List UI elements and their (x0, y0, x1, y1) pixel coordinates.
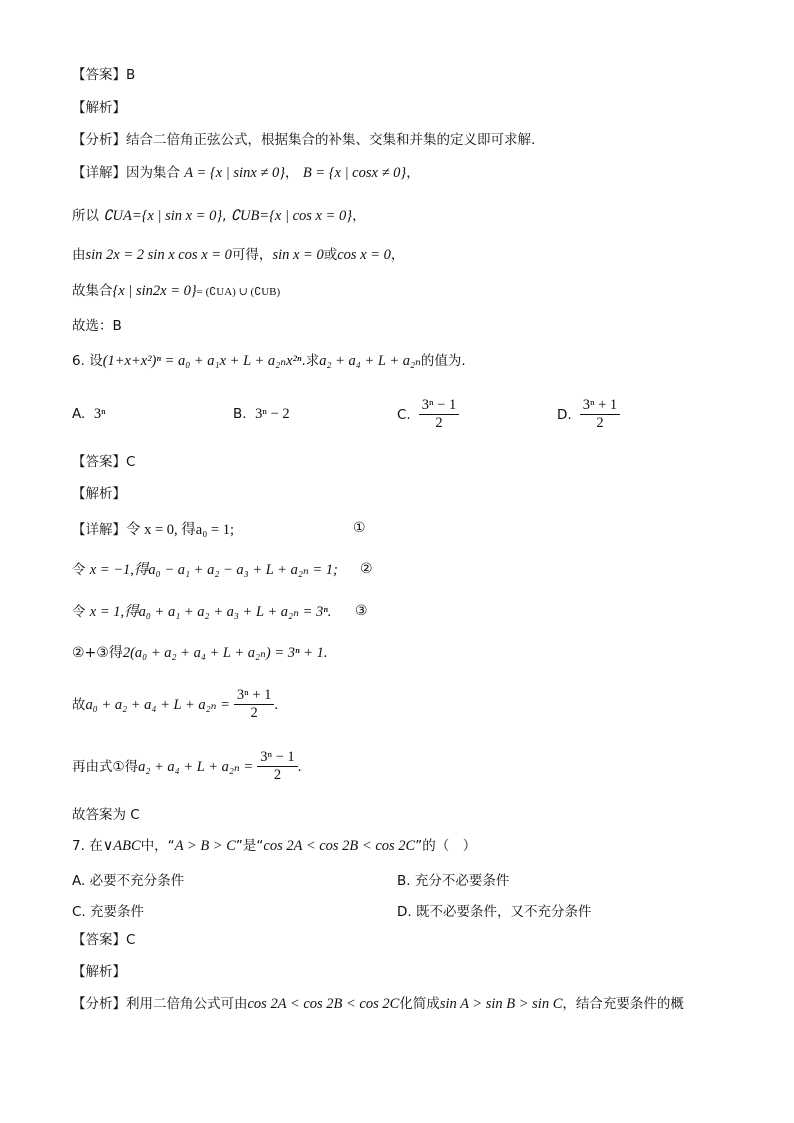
q7-option-d: D. 既不必要条件，又不充分条件 (397, 904, 592, 920)
option-a-text: 3ⁿ (93, 406, 106, 422)
q6-answer-line (72, 453, 135, 471)
line4-set: {x | sin2x = 0} (112, 283, 197, 299)
q6-step1 (72, 521, 234, 539)
detail-text: 因为集合 (126, 165, 180, 181)
fenxi-text: 结合二倍角正弦公式，根据集合的补集、交集和并集的定义即可求解. (126, 132, 536, 148)
answer-value: C (126, 932, 136, 948)
q7-number: 7. (72, 838, 85, 854)
step6-expr: a₂ + a₄ + L + a₂ₙ = (138, 758, 254, 775)
triangle-abc: ∨ABC (102, 838, 141, 854)
line3-or: 或 (323, 247, 338, 263)
line3-eq3: cos x = 0 (337, 247, 391, 263)
q5-result-line (72, 282, 280, 301)
answer-value: B (126, 67, 136, 83)
q6-option-b: B. 3ⁿ − 2 (233, 406, 290, 422)
cond-cosines: cos 2A < cos 2B < cos 2C (263, 838, 416, 854)
q5-fenxi-line (72, 131, 535, 149)
answer-tag: 【答案】 (72, 932, 126, 948)
step5-expr: a₀ + a₂ + a₄ + L + a₂ₙ = (85, 696, 230, 713)
q6-option-c: C. $\frac{\text{3ⁿ − 1}}{2}$ (397, 397, 459, 432)
option-b-text: 3ⁿ − 2 (255, 406, 290, 422)
fraction-denominator: 2 (250, 705, 258, 721)
set-b: B = {x | cosx ≠ 0} (302, 165, 407, 181)
fenxi-tag: 【分析】 (72, 132, 126, 148)
fenxi-expr2: sin A > sin B > sin C (439, 996, 563, 1012)
line3-eq: sin 2x = 2 sin x cos x = 0 (85, 247, 232, 263)
q5-answer-line (72, 66, 135, 84)
fraction-denominator: 2 (435, 415, 443, 431)
step3-expr: x = 1,得a₀ + a₁ + a₂ + a₃ + L + a₂ₙ = 3ⁿ. (89, 604, 332, 620)
option-c-fraction (419, 397, 460, 432)
q6-stem-expr: (1+x+x²)ⁿ = a₀ + a₁x + L + a₂ₙx²ⁿ (102, 353, 302, 369)
fenxi-tag: 【分析】 (72, 996, 126, 1012)
q6-step3: 令 x = 1,得a₀ + a₁ + a₂ + a₃ + L + a₂ₙ = 3ⁿ. (72, 604, 332, 620)
line2-prefix: 所以 (72, 208, 99, 224)
q6-stem-ask: .求 (301, 353, 320, 369)
q7-option-a: A. 必要不充分条件 (72, 873, 185, 889)
detail-tag: 【详解】 (72, 165, 126, 181)
fraction-numerator: 3ⁿ + 1 (234, 687, 275, 705)
step4-expr: 2(a₀ + a₂ + a₄ + L + a₂ₙ) = 3ⁿ + 1. (122, 645, 328, 661)
q6-analysis-tag: 【解析】 (72, 486, 126, 502)
q6-conclusion: 故答案为 C (72, 807, 140, 823)
step1-mark: ① (353, 520, 366, 536)
step6-fraction (257, 749, 298, 784)
fraction-denominator: 2 (273, 767, 282, 783)
q6-option-d: D. $\frac{\text{3ⁿ + 1}}{2}$ (557, 397, 620, 432)
q6-step4: ②+③得2(a₀ + a₂ + a₄ + L + a₂ₙ) = 3ⁿ + 1. (72, 645, 328, 661)
fenxi-expr1: cos 2A < cos 2B < cos 2C (247, 996, 400, 1012)
q6-stem (72, 352, 466, 370)
step1-text: 令 x = 0, 得a₀ = 1; (126, 522, 234, 538)
line3-eq2: sin x = 0 (272, 247, 324, 263)
q7-answer-line (72, 931, 135, 949)
set-a: A = {x | sinx ≠ 0} (184, 165, 286, 181)
q6-stem-prefix: 设 (89, 353, 103, 369)
answer-tag: 【答案】 (72, 454, 126, 470)
q7-analysis-tag: 【解析】 (72, 964, 126, 980)
q7-option-b: B. 充分不必要条件 (397, 873, 510, 889)
fraction-numerator: 3ⁿ − 1 (419, 397, 460, 415)
q5-derive-line: 由sin 2x = 2 sin x cos x = 0可得，sin x = 0或cos x = 0， (72, 247, 405, 263)
q6-step2: 令 x = −1,得a₀ − a₁ + a₂ − a₃ + L + a₂ₙ = 1; (72, 562, 338, 578)
line4-prefix: 故集合 (72, 283, 113, 299)
fraction-numerator: 3ⁿ − 1 (257, 749, 298, 767)
q6-step5: 故 a₀ + a₂ + a₄ + L + a₂ₙ = $\frac{\text{3ⁿ + 1}}{2}$ . (72, 687, 279, 721)
complement-a: ∁UA={x | sin x = 0} (103, 208, 223, 224)
q6-stem-ask-expr: a₂ + a₄ + L + a₂ₙ (319, 353, 421, 369)
answer-tag: 【答案】 (72, 67, 126, 83)
answer-value: C (126, 454, 136, 470)
q5-choice: 故选：B (72, 318, 122, 334)
line3-mid: 可得， (231, 247, 273, 263)
cond-angles: A > B > C (174, 838, 236, 854)
q7-stem: 7. 在∨ABC中，“A > B > C”是“cos 2A < cos 2B < cos 2C”的（ ） (72, 838, 477, 854)
q5-complement-line: 所以 ∁UA={x | sin x = 0}, ∁UB={x | cos x = 0}， (72, 208, 366, 224)
q6-stem-suffix: 的值为. (420, 353, 466, 369)
line4-rhs: = (∁UA) ∪ (∁UB) (196, 286, 281, 298)
detail-tag: 【详解】 (72, 522, 126, 538)
q6-number: 6. (72, 353, 85, 369)
q7-option-c: C. 充要条件 (72, 904, 145, 920)
step2-mark: ② (360, 561, 373, 577)
q7-fenxi-line: 【分析】利用二倍角公式可由cos 2A < cos 2B < cos 2C化简成sin A > sin B > sin C，结合充要条件的概 (72, 996, 684, 1012)
fraction-numerator: 3ⁿ + 1 (580, 397, 621, 415)
line3-prefix: 由 (72, 247, 86, 263)
step5-fraction (234, 687, 275, 722)
q6-step6: 再由式①得 a₂ + a₄ + L + a₂ₙ = $\frac{\text{3ⁿ − 1}}{2}$ . (72, 749, 302, 783)
q6-option-a: A. 3ⁿ (72, 406, 106, 422)
step2-expr: x = −1,得a₀ − a₁ + a₂ − a₃ + L + a₂ₙ = 1; (89, 562, 338, 578)
option-d-fraction (580, 397, 621, 432)
q5-detail-line: 【详解】因为集合 A = {x | sinx ≠ 0}， B = {x | cosx ≠ 0}， (72, 165, 420, 181)
fraction-denominator: 2 (596, 415, 604, 431)
step3-mark: ③ (355, 603, 368, 619)
complement-b: ∁UB={x | cos x = 0} (230, 208, 353, 224)
q5-analysis-tag: 【解析】 (72, 100, 126, 116)
